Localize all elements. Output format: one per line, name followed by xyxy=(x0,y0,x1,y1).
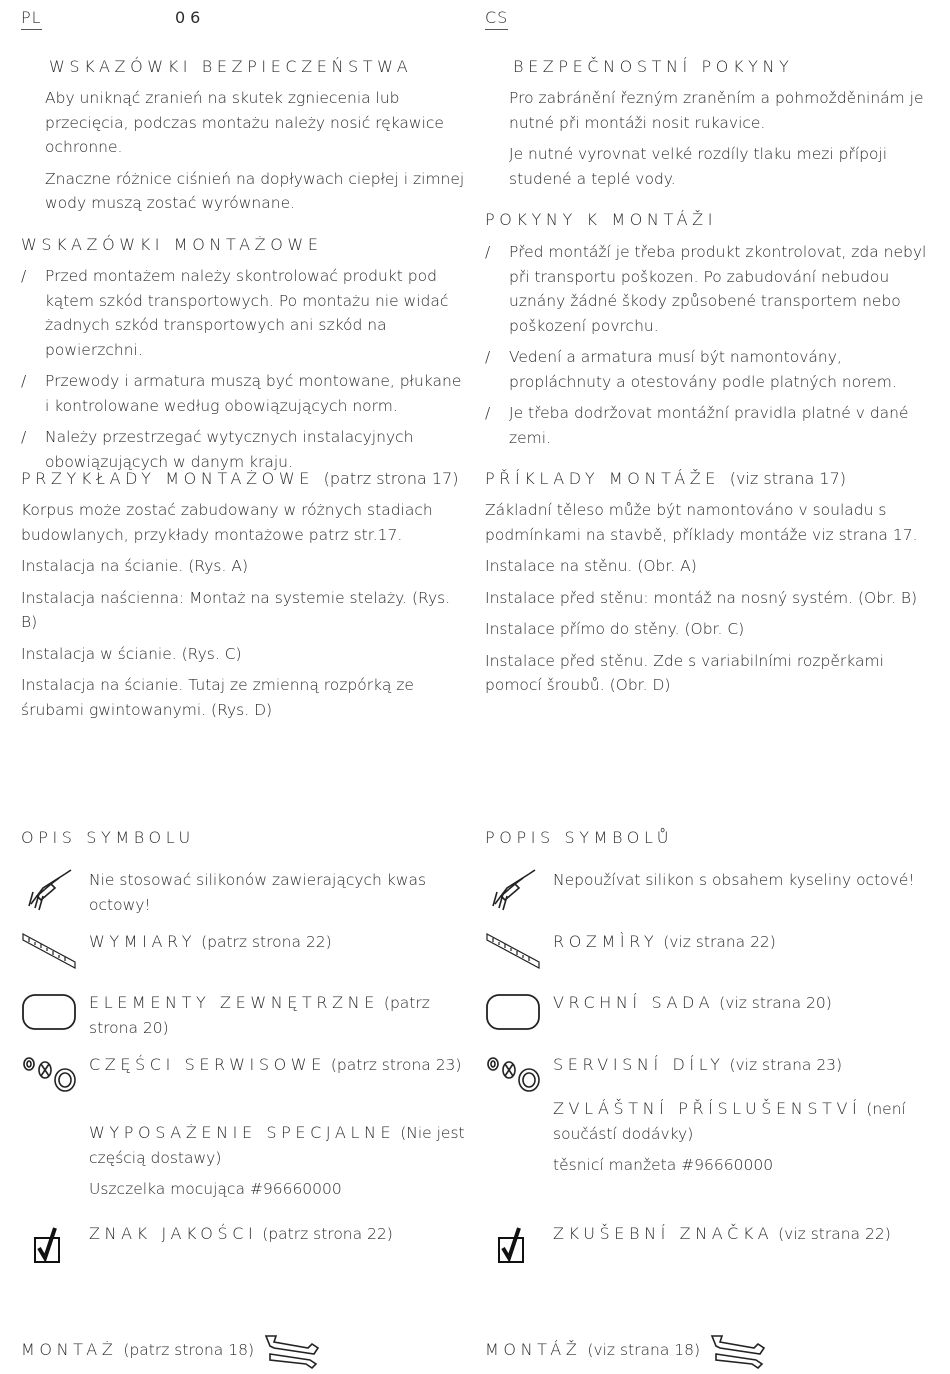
section-heading: BEZPEČNOSTNÍ POKYNY xyxy=(513,57,794,76)
symbol-dimensions: WYMIARY (patrz strona 22) xyxy=(89,932,332,951)
page-reference: (patrz strona 18) xyxy=(123,1340,254,1359)
ruler-icon xyxy=(485,928,545,974)
symbol-quality: ZKUŠEBNÍ ZNAČKA (viz strana 22) xyxy=(553,1224,891,1243)
examples-section xyxy=(485,469,930,488)
safety-section xyxy=(21,57,466,76)
section-heading: POPIS SYMBOLŮ xyxy=(485,828,674,847)
wrench-screwdriver-icon xyxy=(260,1330,322,1370)
example-line: Základní těleso může být namontováno v souladu s podmínkami na stavbě, příklady montáže viz strana 17. xyxy=(485,501,918,544)
install-notes-list xyxy=(485,240,930,457)
example-line: Instalacja naścienna: Montaż na systemie stelaży. (Rys. B) xyxy=(21,588,451,631)
examples-section xyxy=(21,469,466,488)
examples-text xyxy=(485,498,930,698)
symbol-special: WYPOSAŻENIE SPECJALNE (Nie jest częścią dostawy) Uszczelka mocująca #96660000 xyxy=(89,1123,465,1198)
list-item: / Vedení a armatura musí být namontovány, propláchnuty a otestovány podle platných norem. xyxy=(485,348,897,391)
page-reference: (patrz strona 17) xyxy=(323,469,459,488)
symbol-external: VRCHNÍ SADA (viz strana 20) xyxy=(553,993,832,1012)
symbol-silicone: Nepoužívat silikon s obsahem kyseliny octové! xyxy=(553,871,915,889)
safety-paragraph: Aby uniknąć zranień na skutek zgniecenia lub przecięcia, podczas montażu należy nosić rękawice ochronne. xyxy=(45,89,444,156)
list-item: / Przed montażem należy skontrolować produkt pod kątem szkód transportowych. Po montażu nie widać żadnych szkód transportowych ani szkód na powierzchni. xyxy=(21,267,449,359)
list-item: / Je třeba dodržovat montážní pravidla platné v dané zemi. xyxy=(485,404,909,447)
ruler-icon xyxy=(21,928,81,974)
external-parts-icon xyxy=(485,992,545,1038)
section-heading: OPIS SYMBOLU xyxy=(21,828,195,847)
symbol-silicone: Nie stosować silikonów zawierających kwas octowy! xyxy=(89,871,427,914)
checkmark-icon xyxy=(21,1224,81,1270)
section-heading: POKYNY K MONTÁŽI xyxy=(485,210,718,229)
symbols-section xyxy=(21,828,466,847)
example-line: Instalace přímo do stěny. (Obr. C) xyxy=(485,620,745,638)
section-heading: PŘÍKLADY MONTÁŽE (viz strana 17) xyxy=(485,469,846,488)
example-line: Instalace na stěnu. (Obr. A) xyxy=(485,557,697,575)
list-item: / Před montáží je třeba produkt zkontrolovat, zda nebyl při transportu poškozen. Po zabudování nebudou uznány žádné škody způsobené transportem nebo poškození povrchu. xyxy=(485,243,927,335)
assembly-section xyxy=(21,1330,466,1370)
example-line: Instalacja na ścianie. (Rys. A) xyxy=(21,557,248,575)
examples-text xyxy=(21,498,466,722)
symbol-external: ELEMENTY ZEWNĘTRZNE (patrz strona 20) xyxy=(89,993,430,1037)
symbol-service: SERVISNÍ DÍLY (viz strana 23) xyxy=(553,1055,843,1074)
install-notes-list xyxy=(21,264,466,481)
language-code: CS xyxy=(485,8,508,30)
section-heading: MONTÁŽ xyxy=(485,1339,582,1359)
page-reference: (viz strana 18) xyxy=(587,1340,701,1359)
symbols-section xyxy=(485,828,930,847)
safety-paragraph: Je nutné vyrovnat velké rozdíly tlaku mezi přípoji studené a teplé vody. xyxy=(509,145,888,188)
page-reference: (viz strana 17) xyxy=(729,469,846,488)
example-line: Instalace před stěnu: montáž na nosný systém. (Obr. B) xyxy=(485,588,918,607)
wrench-screwdriver-icon xyxy=(706,1330,768,1370)
safety-paragraph: Znaczne różnice ciśnień na dopływach ciepłej i zimnej wody muszą zostać wyrównane. xyxy=(45,169,465,212)
assembly-section xyxy=(485,1330,930,1370)
symbol-service: CZĘŚCI SERWISOWE (patrz strona 23) xyxy=(89,1055,462,1074)
section-heading: PRZYKŁADY MONTAŻOWE (patrz strona 17) xyxy=(21,469,459,488)
section-heading: MONTAŻ xyxy=(21,1339,118,1359)
example-line: Instalacja na ścianie. Tutaj ze zmienną rozpórką ze śrubami gwintowanymi. (Rys. D) xyxy=(21,676,414,719)
safety-text xyxy=(485,86,930,191)
example-line: Korpus może zostać zabudowany w różnych stadiach budowlanych, przykłady montażowe patrz str.17. xyxy=(21,501,433,544)
external-parts-icon xyxy=(21,992,81,1038)
silicone-gun-icon xyxy=(485,866,545,912)
example-line: Instalacja w ścianie. (Rys. C) xyxy=(21,644,242,663)
list-item: / Należy przestrzegać wytycznych instalacyjnych obowiązujących w danym kraju. xyxy=(21,428,414,471)
language-code: PL xyxy=(21,8,42,30)
service-parts-icon xyxy=(21,1052,81,1098)
silicone-gun-icon xyxy=(21,866,81,912)
checkmark-icon xyxy=(485,1224,545,1270)
safety-text xyxy=(21,86,466,216)
safety-paragraph: Pro zabránění řezným zraněním a pohmožděninám je nutné při montáži nosit rukavice. xyxy=(509,89,924,132)
service-parts-icon xyxy=(485,1052,545,1098)
install-notes-section xyxy=(21,235,466,254)
install-notes-section xyxy=(485,210,930,229)
symbol-quality: ZNAK JAKOŚCI (patrz strona 22) xyxy=(89,1224,393,1243)
page-number: 06 xyxy=(175,8,206,27)
symbol-dimensions: ROZMÌRY (viz strana 22) xyxy=(553,932,776,951)
example-line: Instalace před stěnu. Zde s variabilními rozpěrkami pomocí šroubů. (Obr. D) xyxy=(485,651,884,694)
safety-section xyxy=(485,57,930,76)
list-item: / Przewody i armatura muszą być montowane, płukane i kontrolowane według obowiązujących norm. xyxy=(21,372,462,415)
symbol-special: ZVLÁŠTNÍ PŘÍSLUŠENSTVÍ (není součástí dodávky) těsnicí manžeta #96660000 xyxy=(553,1099,906,1174)
section-heading: WSKAZÓWKI MONTAŻOWE xyxy=(21,235,323,254)
section-heading: WSKAZÓWKI BEZPIECZEŃSTWA xyxy=(49,57,413,76)
